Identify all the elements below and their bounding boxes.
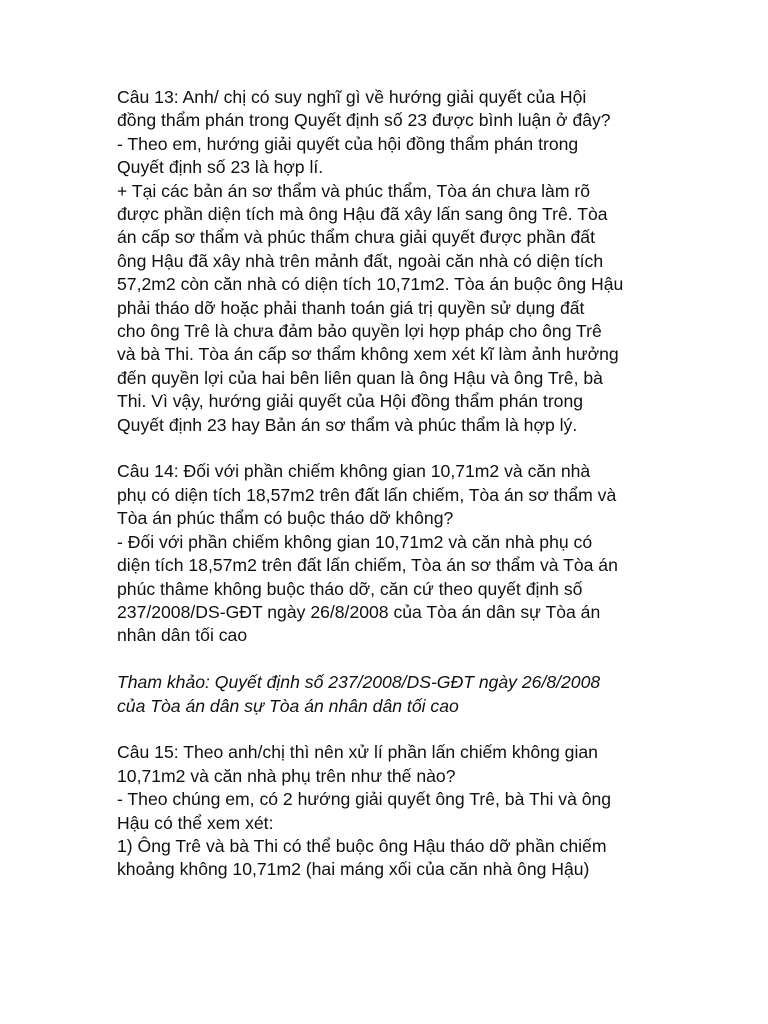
text-line: khoảng không 10,71m2 (hai máng xối của căn nhà ông Hậu) bbox=[117, 859, 590, 880]
question-14-section bbox=[117, 460, 657, 647]
text-line: Quyết định 23 hay Bản án sơ thẩm và phúc thẩm là hợp lý. bbox=[117, 414, 578, 435]
text-line: Tòa án phúc thẩm có buộc tháo dỡ không? bbox=[117, 508, 454, 529]
text-line: Câu 15: Theo anh/chị thì nên xử lí phần lấn chiếm không gian bbox=[117, 742, 598, 763]
text-line: + Tại các bản án sơ thẩm và phúc thẩm, Tòa án chưa làm rõ bbox=[117, 180, 591, 201]
question-15-section bbox=[117, 741, 657, 881]
text-line: Hậu có thể xem xét: bbox=[117, 812, 274, 833]
text-line: 57,2m2 còn căn nhà có diện tích 10,71m2. Tòa án buộc ông Hậu bbox=[117, 274, 624, 295]
text-line: - Theo chúng em, có 2 hướng giải quyết ông Trê, bà Thi và ông bbox=[117, 789, 612, 810]
document-page bbox=[117, 86, 657, 882]
text-line: Câu 14: Đối với phần chiếm không gian 10,71m2 và căn nhà bbox=[117, 461, 591, 482]
text-line: đồng thẩm phán trong Quyết định số 23 được bình luận ở đây? bbox=[117, 110, 611, 131]
text-line: của Tòa án dân sự Tòa án nhân dân tối cao bbox=[117, 695, 459, 716]
text-line: ông Hậu đã xây nhà trên mảnh đất, ngoài căn nhà có diện tích bbox=[117, 250, 604, 271]
text-line: án cấp sơ thẩm và phúc thẩm chưa giải quyết được phần đất bbox=[117, 227, 595, 248]
text-line: Tham khảo: Quyết định số 237/2008/DS-GĐT ngày 26/8/2008 bbox=[117, 672, 601, 693]
paragraph-gap bbox=[117, 648, 657, 671]
text-line: 1) Ông Trê và bà Thi có thể buộc ông Hậu tháo dỡ phần chiếm bbox=[117, 835, 607, 856]
text-line: phúc thâme không buộc tháo dỡ, căn cứ theo quyết định số bbox=[117, 578, 583, 599]
text-line: diện tích 18,57m2 trên đất lấn chiếm, Tòa án sơ thẩm và Tòa án bbox=[117, 555, 618, 576]
text-line: được phần diện tích mà ông Hậu đã xây lấn sang ông Trê. Tòa bbox=[117, 204, 608, 225]
text-line: - Theo em, hướng giải quyết của hội đồng thẩm phán trong bbox=[117, 133, 579, 154]
text-line: Câu 13: Anh/ chị có suy nghĩ gì về hướng giải quyết của Hội bbox=[117, 87, 587, 107]
text-line: và bà Thi. Tòa án cấp sơ thẩm không xem xét kĩ làm ảnh hưởng bbox=[117, 344, 619, 365]
text-line: Thi. Vì vậy, hướng giải quyết của Hội đồng thẩm phán trong bbox=[117, 391, 584, 412]
paragraph-gap bbox=[117, 718, 657, 741]
text-line: đến quyền lợi của hai bên liên quan là ông Hậu và ông Trê, bà bbox=[117, 367, 603, 388]
text-line: - Đối với phần chiếm không gian 10,71m2 và căn nhà phụ có bbox=[117, 531, 593, 552]
paragraph-gap bbox=[117, 437, 657, 460]
question-13-section bbox=[117, 86, 657, 437]
text-line: 10,71m2 và căn nhà phụ trên như thế nào? bbox=[117, 765, 456, 786]
text-line: cho ông Trê là chưa đảm bảo quyền lợi hợp pháp cho ông Trê bbox=[117, 321, 602, 342]
reference-note bbox=[117, 671, 657, 718]
text-line: 237/2008/DS-GĐT ngày 26/8/2008 của Tòa án dân sự Tòa án bbox=[117, 601, 601, 622]
text-line: phải tháo dỡ hoặc phải thanh toán giá trị quyền sử dụng đất bbox=[117, 297, 585, 318]
text-line: Quyết định số 23 là hợp lí. bbox=[117, 157, 324, 178]
text-line: nhân dân tối cao bbox=[117, 625, 248, 646]
text-line: phụ có diện tích 18,57m2 trên đất lấn chiếm, Tòa án sơ thẩm và bbox=[117, 484, 617, 505]
